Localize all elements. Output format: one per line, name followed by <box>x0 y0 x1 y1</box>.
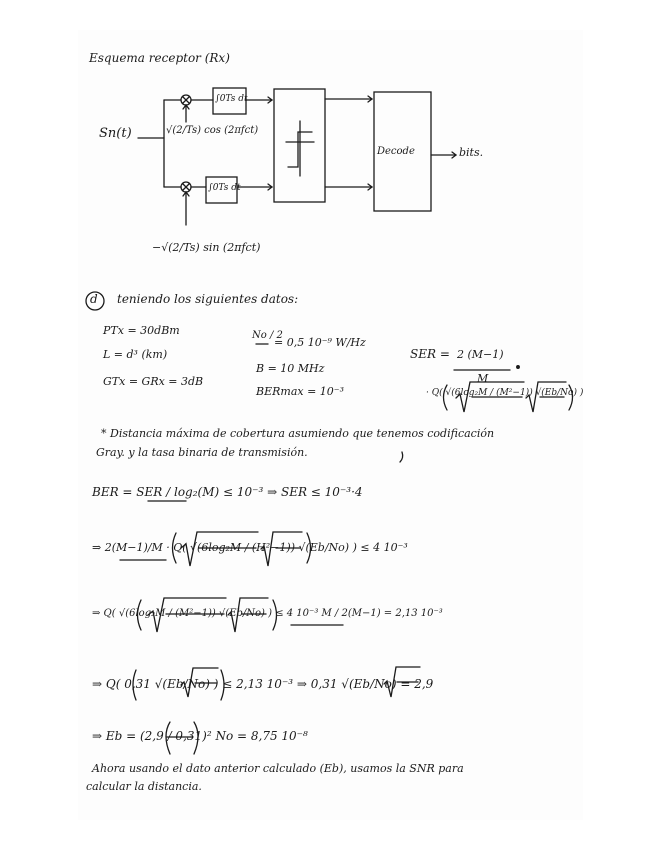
gain-value: GTx = GRx = 3dB <box>103 375 204 388</box>
bandwidth-value: B = 10 MHz <box>256 362 325 375</box>
decode-block: Decode <box>377 146 415 157</box>
ser-numerator: 2 (M−1) <box>457 348 504 361</box>
derivation-line-1: BER = SER / log₂(M) ≤ 10⁻³ ⇒ SER ≤ 10⁻³·4 <box>92 485 363 499</box>
ser-label: SER = <box>410 347 450 361</box>
bits-output: bits. <box>459 146 484 159</box>
upper-integrator: ∫0Ts dt <box>215 94 248 104</box>
upper-carrier-label: √(2/Ts) cos (2πfct) <box>166 125 259 136</box>
closing-line-2: calcular la distancia. <box>86 780 202 793</box>
derivation-line-2: ⇒ 2(M−1)/M · Q( √(6log₂M / (H²−1)) √(Eb/No) ) ≤ 4 10⁻³ <box>92 541 408 554</box>
derivation-line-5: ⇒ Eb = (2,9 / 0,31)² No = 8,75 10⁻⁸ <box>92 729 308 743</box>
loss-value: L = d³ (km) <box>103 348 168 361</box>
lower-carrier-label: −√(2/Ts) sin (2πfct) <box>152 241 261 254</box>
bermax-value: BERmax = 10⁻³ <box>256 385 345 398</box>
closing-line-1: Ahora usando el dato anterior calculado (Eb), usamos la SNR para <box>92 762 464 775</box>
derivation-line-4: ⇒ Q( 0,31 √(Eb/No) ) ≤ 2,13 10⁻³ ⇒ 0,31 √(Eb/No) = 2,9 <box>92 677 434 691</box>
input-signal-label: Sn(t) <box>99 126 132 141</box>
derivation-line-3: ⇒ Q( √(6log₂M / (M²−1)) √(Eb/No) ) ≤ 4 10⁻³ M / 2(M−1) = 2,13 10⁻³ <box>92 608 443 619</box>
diagram-title: Esquema receptor (Rx) <box>89 51 230 65</box>
ser-denominator: M <box>477 372 489 385</box>
section-heading: teniendo los siguientes datos: <box>117 292 299 306</box>
note-line-2: Gray. y la tasa binaria de transmisión. <box>96 446 308 459</box>
lower-integrator: ∫0Ts dt <box>208 183 241 193</box>
section-letter: d <box>90 292 98 306</box>
ptx-value: PTx = 30dBm <box>103 324 180 337</box>
noise-density-value: = 0,5 10⁻⁹ W/Hz <box>274 336 366 349</box>
noise-density-label: No / 2 <box>252 330 283 341</box>
ser-q-expression: · Q( √(6log₂M / (M²−1)) √(Eb/No) ) <box>426 388 584 398</box>
note-line-1: * Distancia máxima de cobertura asumiendo que tenemos codificación <box>101 427 495 440</box>
